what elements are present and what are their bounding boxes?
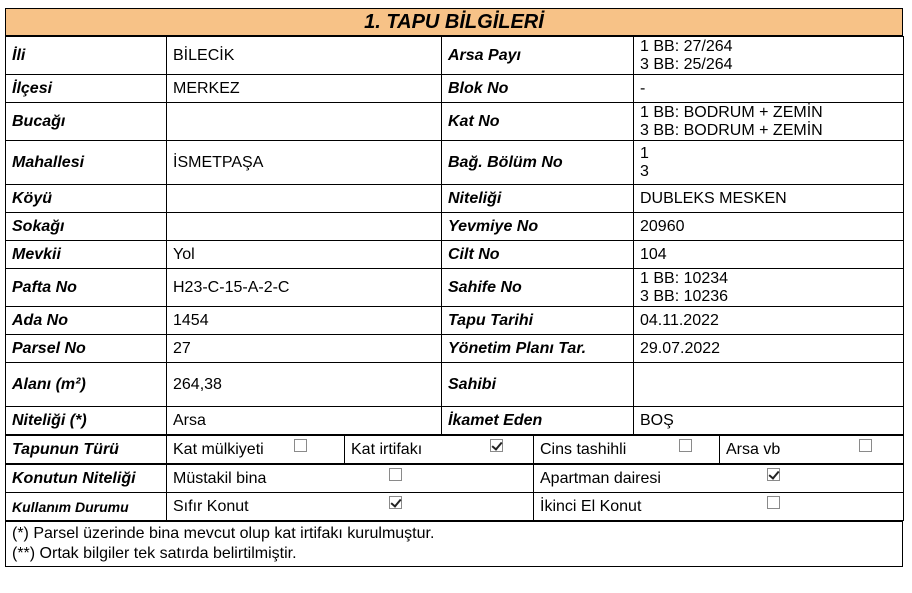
- field-label: Blok No: [442, 75, 634, 103]
- field-value: [634, 185, 904, 213]
- field-label: Sahibi: [442, 363, 634, 407]
- field-value: 1454: [167, 307, 442, 335]
- tapu-turu-row: [6, 436, 904, 464]
- field-value-line: 104: [640, 245, 667, 263]
- info-row: [6, 335, 904, 363]
- info-row: [6, 75, 904, 103]
- note-1: (*) Parsel üzerinde bina mevcut olup kat irtifakı kurulmuştur.: [12, 525, 435, 542]
- kullanim-durumu-row: [6, 493, 904, 521]
- field-value: MERKEZ: [167, 75, 442, 103]
- opt-mustakil-bina: [167, 465, 534, 493]
- info-row: [6, 37, 904, 75]
- field-value-line: 3 BB: 25/264: [640, 55, 733, 73]
- field-value: [634, 103, 904, 141]
- info-row: [6, 103, 904, 141]
- kullanim-durumu-label: Kullanım Durumu: [6, 493, 167, 521]
- field-value-line: 1 BB: 10234: [640, 269, 729, 287]
- opt-apartman-dairesi-label: Apartman dairesi: [540, 469, 661, 487]
- field-value: [167, 213, 442, 241]
- opt-kat-irtifaki-label: Kat irtifakı: [351, 440, 423, 458]
- info-row: [6, 407, 904, 435]
- field-label: Yönetim Planı Tar.: [442, 335, 634, 363]
- info-row: [6, 363, 904, 407]
- field-label: Cilt No: [442, 241, 634, 269]
- field-value: [167, 103, 442, 141]
- field-value: [634, 307, 904, 335]
- field-value-line: -: [640, 79, 646, 97]
- section-title: 1. TAPU BİLGİLERİ: [5, 8, 903, 36]
- field-label: Sahife No: [442, 269, 634, 307]
- field-value: İSMETPAŞA: [167, 141, 442, 185]
- notes-cell: [6, 522, 903, 567]
- konut-niteligi-label: Konutun Niteliği: [6, 465, 167, 493]
- field-value-line: 3: [640, 162, 649, 180]
- info-row: [6, 241, 904, 269]
- field-label: Sokağı: [6, 213, 167, 241]
- field-value: BİLECİK: [167, 37, 442, 75]
- field-label: Arsa Payı: [442, 37, 634, 75]
- field-value-line: 04.11.2022: [640, 311, 719, 329]
- field-value-line: 3 BB: 10236: [640, 287, 729, 305]
- options-table: [5, 435, 904, 464]
- field-value: 27: [167, 335, 442, 363]
- opt-kat-irtifaki: [345, 436, 534, 464]
- field-label: İkamet Eden: [442, 407, 634, 435]
- opt-ikinci-el-konut-label: İkinci El Konut: [540, 497, 642, 515]
- opt-arsa-vb: [720, 436, 904, 464]
- opt-mustakil-bina-label: Müstakil bina: [173, 469, 267, 487]
- opt-arsa-vb-label: Arsa vb: [726, 440, 781, 458]
- field-value-line: DUBLEKS MESKEN: [640, 189, 787, 207]
- cins-tashihli-checkbox[interactable]: [679, 439, 692, 452]
- info-row: [6, 307, 904, 335]
- kat-mulkiyeti-checkbox[interactable]: [294, 439, 307, 452]
- field-value: Arsa: [167, 407, 442, 435]
- field-label: Ada No: [6, 307, 167, 335]
- note-2: (**) Ortak bilgiler tek satırda belirtilmiştir.: [12, 545, 297, 562]
- field-value: [634, 213, 904, 241]
- field-value-line: 20960: [640, 217, 685, 235]
- field-label: Pafta No: [6, 269, 167, 307]
- field-value: [634, 241, 904, 269]
- info-row: [6, 213, 904, 241]
- field-value: [634, 363, 904, 407]
- field-value: [167, 185, 442, 213]
- opt-cins-tashihli: [534, 436, 720, 464]
- field-label: Bucağı: [6, 103, 167, 141]
- field-label: İli: [6, 37, 167, 75]
- field-label: Parsel No: [6, 335, 167, 363]
- field-value: [634, 335, 904, 363]
- opt-apartman-dairesi: [534, 465, 904, 493]
- info-row: [6, 185, 904, 213]
- opt-kat-mulkiyeti-label: Kat mülkiyeti: [173, 440, 264, 458]
- kat-irtifaki-checkbox[interactable]: [490, 439, 503, 452]
- sifir-konut-checkbox[interactable]: [389, 496, 402, 509]
- field-value: Yol: [167, 241, 442, 269]
- opt-cins-tashihli-label: Cins tashihli: [540, 440, 627, 458]
- field-label: Mevkii: [6, 241, 167, 269]
- field-label: Tapu Tarihi: [442, 307, 634, 335]
- konut-niteligi-row: [6, 465, 904, 493]
- field-value: [634, 407, 904, 435]
- tapu-bilgileri-sheet: [5, 8, 903, 567]
- opt-kat-mulkiyeti: [167, 436, 345, 464]
- info-row: [6, 269, 904, 307]
- field-label: Yevmiye No: [442, 213, 634, 241]
- field-value: [634, 269, 904, 307]
- field-label: Mahallesi: [6, 141, 167, 185]
- field-value: 264,38: [167, 363, 442, 407]
- tapu-turu-label: Tapunun Türü: [6, 436, 167, 464]
- field-label: Alanı (m²): [6, 363, 167, 407]
- opt-sifir-konut: [167, 493, 534, 521]
- field-value-line: 1 BB: BODRUM + ZEMİN: [640, 103, 823, 121]
- options-table-2: [5, 464, 904, 521]
- field-value-line: 3 BB: BODRUM + ZEMİN: [640, 121, 823, 139]
- info-row: [6, 141, 904, 185]
- field-value: [634, 141, 904, 185]
- notes-table: [5, 521, 903, 567]
- ikinci-el-konut-checkbox[interactable]: [767, 496, 780, 509]
- field-label: İlçesi: [6, 75, 167, 103]
- field-label: Bağ. Bölüm No: [442, 141, 634, 185]
- field-value: [634, 37, 904, 75]
- field-label: Niteliği (*): [6, 407, 167, 435]
- opt-sifir-konut-label: Sıfır Konut: [173, 497, 249, 515]
- apartman-dairesi-checkbox[interactable]: [767, 468, 780, 481]
- field-label: Köyü: [6, 185, 167, 213]
- field-value-line: BOŞ: [640, 411, 674, 429]
- field-value-line: 29.07.2022: [640, 339, 721, 357]
- mustakil-bina-checkbox[interactable]: [389, 468, 402, 481]
- field-value: H23-C-15-A-2-C: [167, 269, 442, 307]
- field-label: Niteliği: [442, 185, 634, 213]
- field-value-line: 1: [640, 144, 649, 162]
- field-value: [634, 75, 904, 103]
- opt-ikinci-el-konut: [534, 493, 904, 521]
- property-info-table: [5, 36, 904, 435]
- field-label: Kat No: [442, 103, 634, 141]
- field-value-line: 1 BB: 27/264: [640, 37, 733, 55]
- arsa-vb-checkbox[interactable]: [859, 439, 872, 452]
